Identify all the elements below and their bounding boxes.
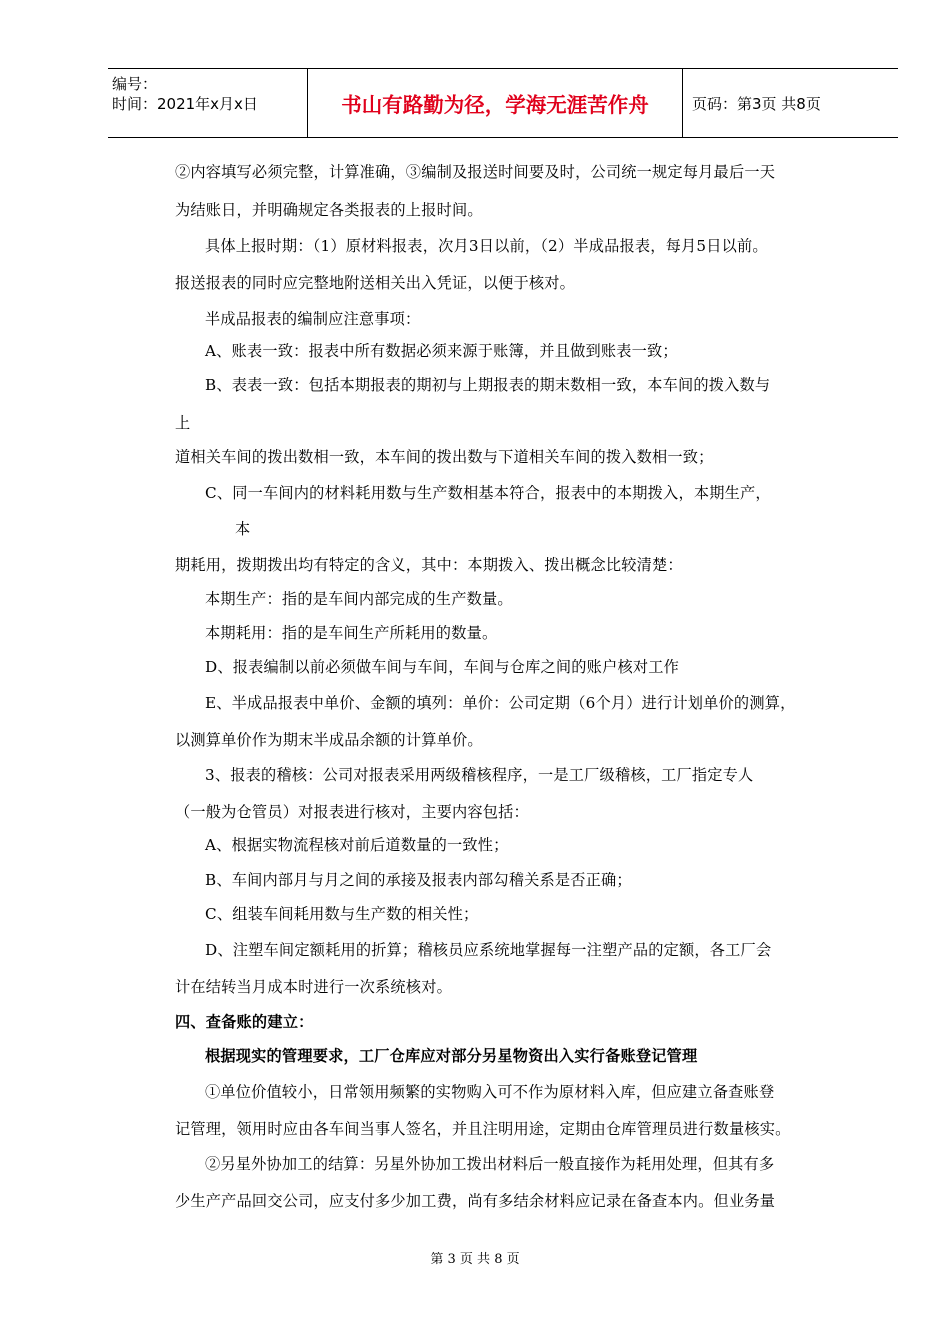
text-line: D、注塑车间定额耗用的折算；稽核员应系统地掌握每一注塑产品的定额，各工厂会 xyxy=(205,941,772,959)
page-footer: 第 3 页 共 8 页 xyxy=(430,1252,520,1267)
text-line: 本 xyxy=(235,520,251,538)
header-motto: 书山有路勤为径，学海无涯苦作舟 xyxy=(308,69,683,137)
text-line: 上 xyxy=(175,414,191,432)
text-line: 3、报表的稽核：公司对报表采用两级稽核程序，一是工厂级稽核，工厂指定专人 xyxy=(205,766,754,784)
text-line: A、根据实物流程核对前后道数量的一致性； xyxy=(205,836,509,854)
text-line: 期耗用，拨期拨出均有特定的含义，其中：本期拨入、拨出概念比较清楚： xyxy=(175,556,683,574)
text-line: B、表表一致：包括本期报表的期初与上期报表的期末数相一致，本车间的拨入数与 xyxy=(205,376,771,394)
text-line: C、组装车间耗用数与生产数的相关性； xyxy=(205,905,479,923)
text-line: 半成品报表的编制应注意事项： xyxy=(205,310,421,328)
text-line: B、车间内部月与月之间的承接及报表内部勾稽关系是否正确； xyxy=(205,871,632,889)
text-line: 少生产产品回交公司，应支付多少加工费，尚有多结余材料应记录在备查本内。但业务量 xyxy=(175,1192,776,1210)
time-label: 时间：2021年x月x日 xyxy=(112,95,258,113)
text-line: E、半成品报表中单价、金额的填列：单价：公司定期（6个月）进行计划单价的测算， xyxy=(205,694,796,712)
bold-paragraph: 根据现实的管理要求，工厂仓库应对部分另星物资出入实行备账登记管理 xyxy=(205,1047,698,1065)
text-line: 计在结转当月成本时进行一次系统核对。 xyxy=(175,978,452,996)
section-heading: 四、查备账的建立： xyxy=(175,1013,314,1031)
text-line: ②内容填写必须完整，计算准确，③编制及报送时间要及时，公司统一规定每月最后一天 xyxy=(175,163,776,181)
text-line: D、报表编制以前必须做车间与车间，车间与仓库之间的账户核对工作 xyxy=(205,658,680,676)
text-line: （一般为仓管员）对报表进行核对，主要内容包括： xyxy=(175,803,529,821)
text-line: ①单位价值较小，日常领用频繁的实物购入可不作为原材料入库，但应建立备查账登 xyxy=(205,1083,775,1101)
text-line: ②另星外协加工的结算：另星外协加工拨出材料后一般直接作为耗用处理，但其有多 xyxy=(205,1155,775,1173)
text-line: 以测算单价作为期末半成品余额的计算单价。 xyxy=(175,731,483,749)
text-line: 报送报表的同时应完整地附送相关出入凭证，以便于核对。 xyxy=(175,274,576,292)
text-line: 本期生产：指的是车间内部完成的生产数量。 xyxy=(205,590,513,608)
header-page-number: 页码：第3页 共8页 xyxy=(692,94,821,113)
page-header xyxy=(108,68,898,138)
text-line: A、账表一致：报表中所有数据必须来源于账簿，并且做到账表一致； xyxy=(205,342,678,360)
header-meta xyxy=(108,69,308,137)
text-line: 记管理，领用时应由各车间当事人签名，并且注明用途，定期由仓库管理员进行数量核实。 xyxy=(175,1120,791,1138)
number-label: 编号： xyxy=(112,75,158,93)
text-line: 具体上报时期：（1）原材料报表，次月3日以前，（2）半成品报表，每月5日以前。 xyxy=(205,237,768,255)
text-line: C、同一车间内的材料耗用数与生产数相基本符合，报表中的本期拨入，本期生产， xyxy=(205,484,771,502)
text-line: 本期耗用：指的是车间生产所耗用的数量。 xyxy=(205,624,498,642)
text-line: 为结账日，并明确规定各类报表的上报时间。 xyxy=(175,201,483,219)
text-line: 道相关车间的拨出数相一致，本车间的拨出数与下道相关车间的拨入数相一致； xyxy=(175,448,714,466)
